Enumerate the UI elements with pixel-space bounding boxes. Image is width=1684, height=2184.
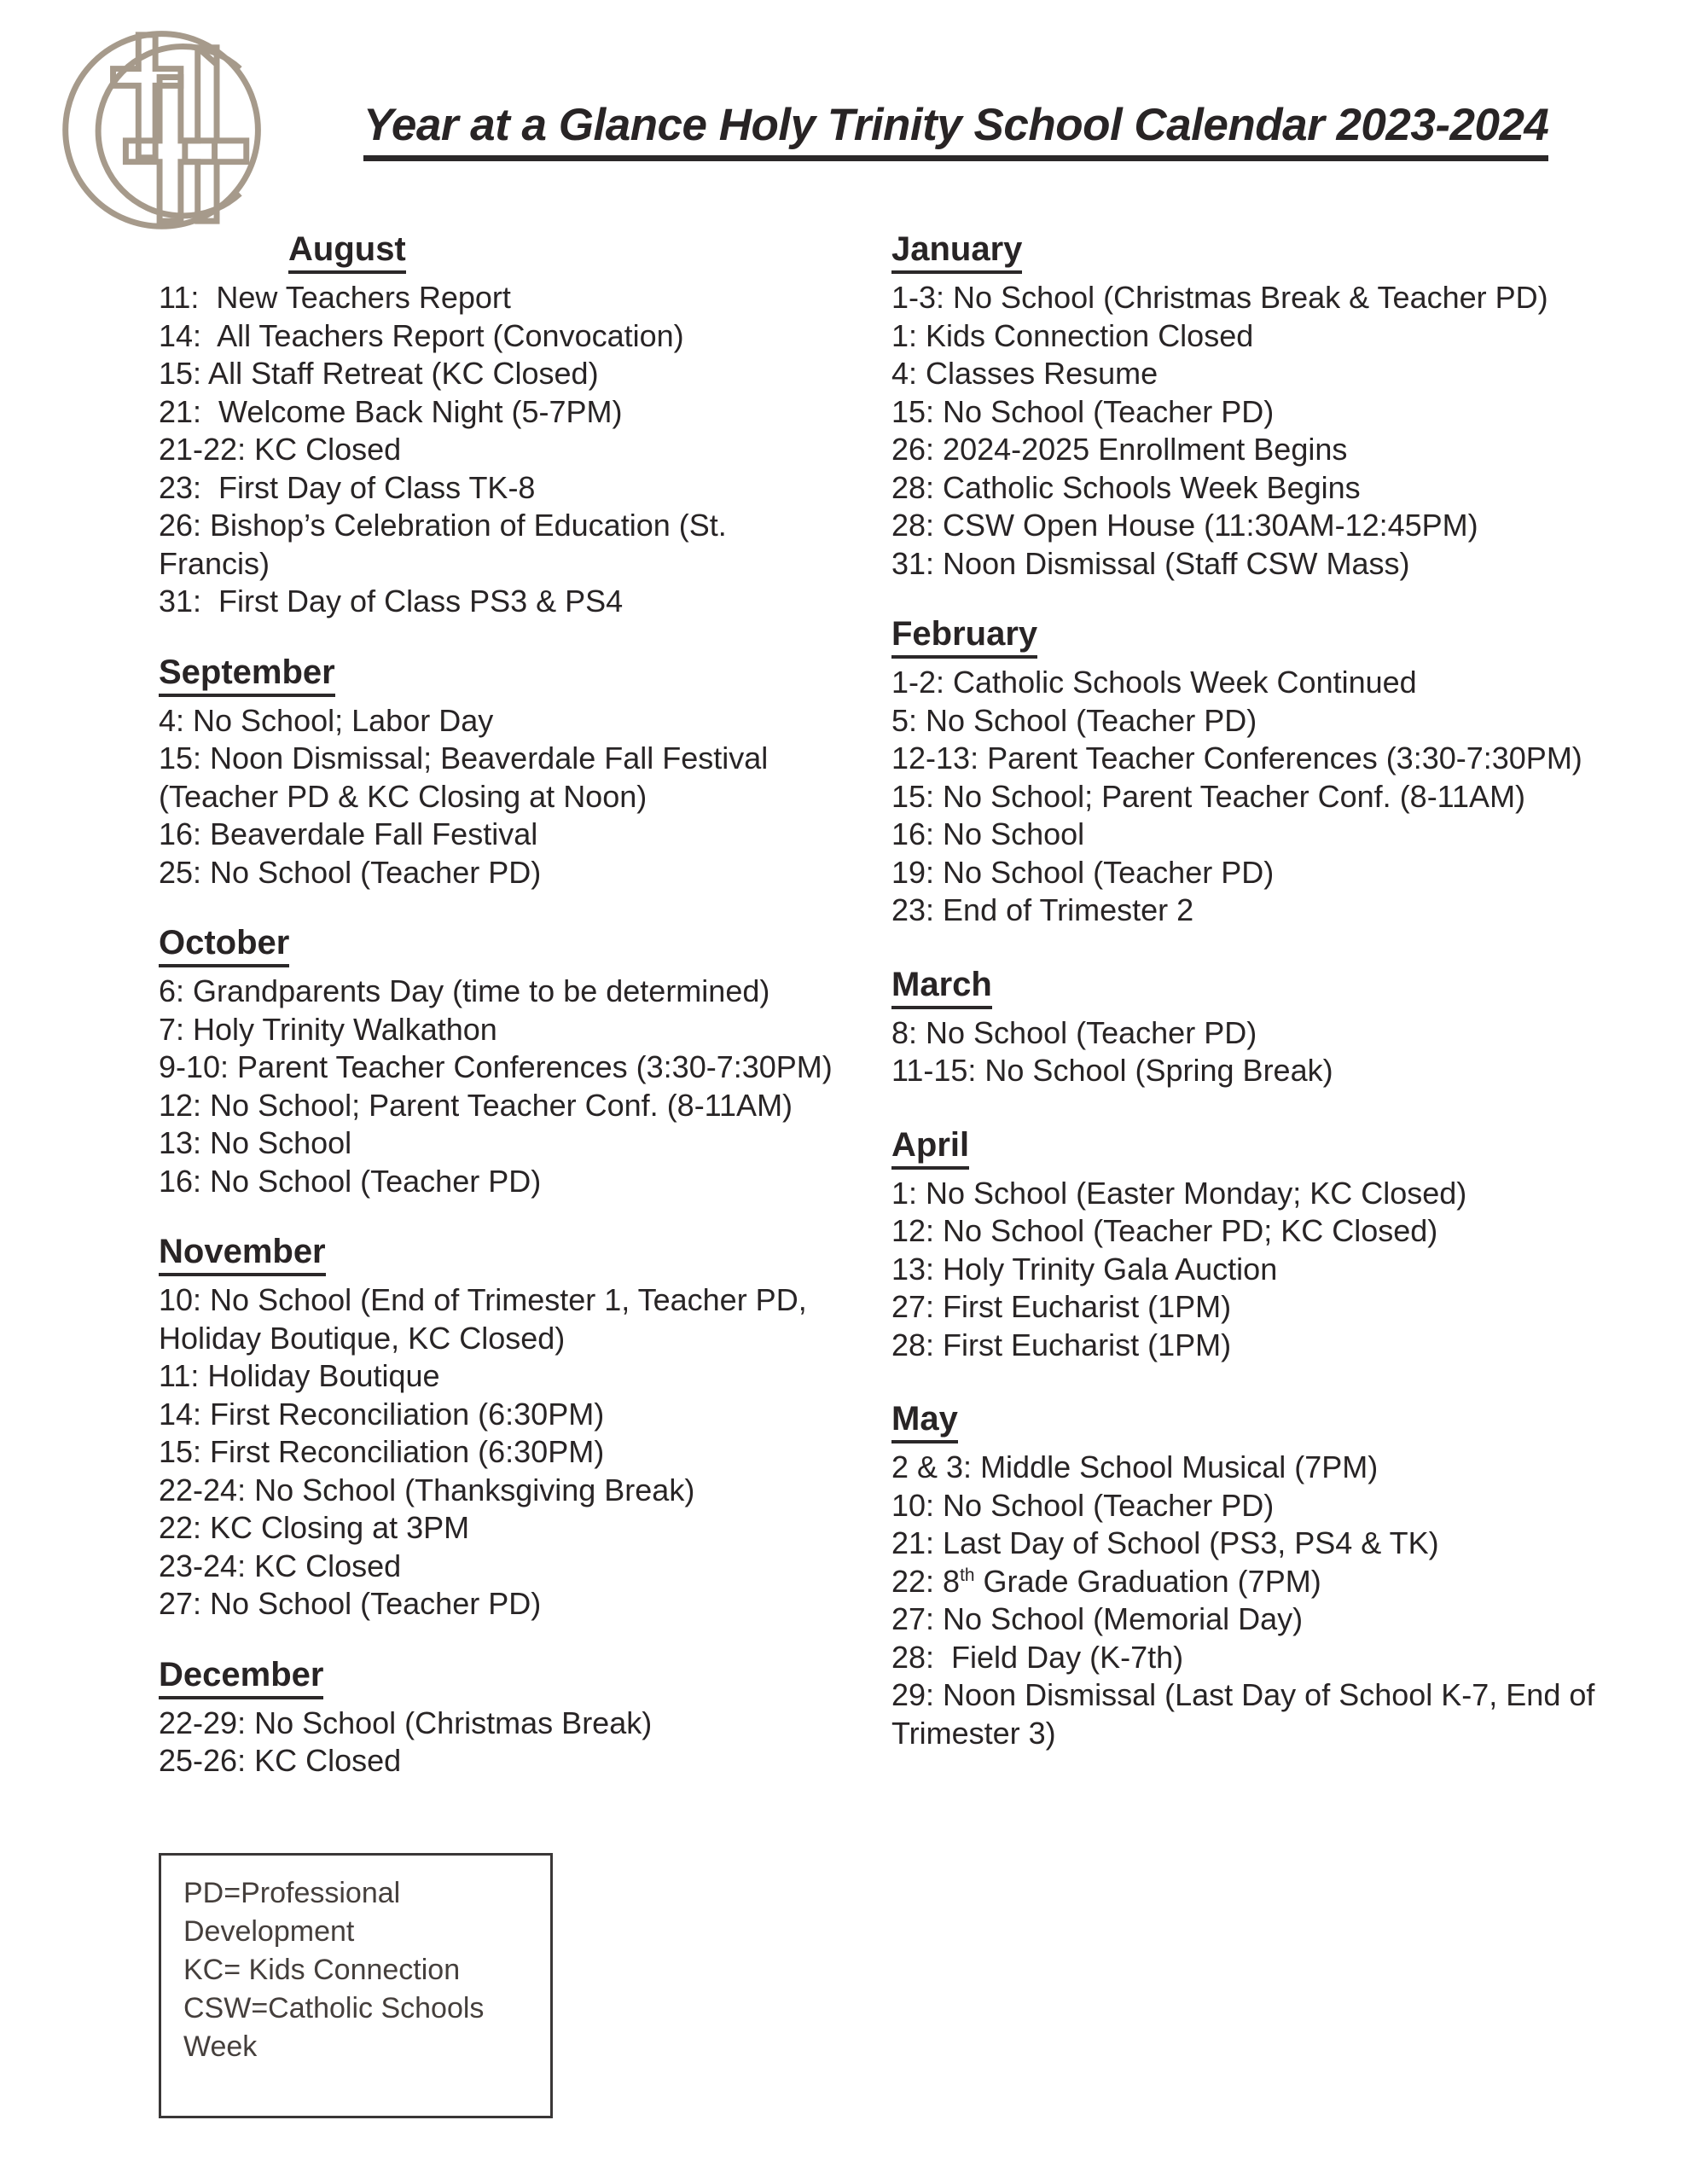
month-header-november [159,1231,833,1276]
calendar-event: 5: No School (Teacher PD) [891,702,1257,738]
month-title: May [891,1398,958,1443]
calendar-event: 16: Beaverdale Fall Festival [159,816,538,851]
holy-trinity-logo-icon [58,22,278,234]
calendar-event: 6: Grandparents Day (time to be determined) [159,973,770,1008]
calendar-event: 16: No School (Teacher PD) [159,1163,542,1199]
calendar-event: 10: No School (Teacher PD) [891,1487,1275,1523]
legend-line: CSW=Catholic Schools Week [183,1991,492,2063]
calendar-event: 16: No School [891,816,1085,851]
calendar-event: 12-13: Parent Teacher Conferences (3:30-7:30PM) [891,741,1582,775]
event-text: 22: 8 [891,1563,961,1599]
month-header-january [891,229,1642,274]
calendar-event: 13: Holy Trinity Gala Auction [891,1251,1278,1287]
calendar-event: 25: No School (Teacher PD) [159,854,542,890]
month-section-january [891,229,1642,583]
calendar-event: 10: No School (End of Trimester 1, Teacher PD, [159,1282,807,1317]
calendar-event: 1: Kids Connection Closed [891,317,1254,353]
legend-line: KC= Kids Connection [183,1953,461,1986]
month-section-december [159,1654,833,1780]
event-text: Grade Graduation (7PM) [974,1563,1321,1599]
calendar-event: 31: First Day of Class PS3 & PS4 [159,584,624,619]
page-title: Year at a Glance Holy Trinity School Calendar 2023-2024 [363,99,1548,161]
calendar-event: 15: No School (Teacher PD) [891,393,1275,429]
month-title: November [159,1231,326,1276]
calendar-event: 7: Holy Trinity Walkathon [159,1011,497,1047]
month-title: September [159,652,335,697]
calendar-event: 23: First Day of Class TK-8 [159,469,536,505]
superscript-text: th [960,1565,975,1585]
month-header-april [891,1124,1642,1170]
calendar-event: 9-10: Parent Teacher Conferences (3:30-7:30PM) [159,1049,833,1084]
month-header-february [891,613,1642,659]
month-header-september [159,652,833,697]
calendar-event: 15: Noon Dismissal; Beaverdale Fall Festival [159,741,769,775]
month-header-august [288,229,833,274]
calendar-event: 28: CSW Open House (11:30AM-12:45PM) [891,508,1478,543]
calendar-event: 1-3: No School (Christmas Break & Teacher PD) [891,280,1548,315]
calendar-event: 31: Noon Dismissal (Staff CSW Mass) [891,545,1410,581]
calendar-event: 25-26: KC Closed [159,1743,402,1778]
calendar-event: 15: First Reconciliation (6:30PM) [159,1434,605,1469]
calendar-event: 21: Welcome Back Night (5-7PM) [159,393,623,429]
month-title: August [288,229,406,274]
calendar-event: 11: Holiday Boutique [159,1358,440,1393]
month-title: January [891,229,1022,274]
calendar-event: 13: No School [159,1125,352,1160]
month-title: March [891,964,992,1009]
calendar-event: 12: No School; Parent Teacher Conf. (8-11AM) [159,1087,793,1123]
month-section-august [159,229,833,621]
right-column [891,229,1642,1783]
calendar-event: 19: No School (Teacher PD) [891,854,1275,890]
month-header-october [159,922,833,967]
calendar-event: 26: Bishop’s Celebration of Education (St. Francis) [159,508,735,581]
calendar-event: (Teacher PD & KC Closing at Noon) [159,778,647,814]
calendar-event: 14: First Reconciliation (6:30PM) [159,1396,605,1432]
calendar-event: 15: No School; Parent Teacher Conf. (8-11AM) [891,778,1526,814]
calendar-event: 15: All Staff Retreat (KC Closed) [159,356,599,391]
month-header-march [891,964,1642,1009]
month-section-october [159,922,833,1200]
month-header-december [159,1654,833,1699]
month-section-may [891,1398,1642,1752]
month-section-february [891,613,1642,930]
month-section-march [891,964,1642,1090]
calendar-event: 11: New Teachers Report [159,280,511,315]
calendar-event: 29: Noon Dismissal (Last Day of School K-7, End of [891,1677,1595,1712]
calendar-event: 28: Catholic Schools Week Begins [891,469,1361,505]
month-title: October [159,922,289,967]
calendar-event: Holiday Boutique, KC Closed) [159,1320,566,1356]
calendar-event: 28: Field Day (K-7th) [891,1639,1184,1675]
calendar-event: 28: First Eucharist (1PM) [891,1327,1232,1362]
calendar-event: 21: Last Day of School (PS3, PS4 & TK) [891,1525,1439,1560]
legend-box [159,1853,553,2118]
calendar-event: 11-15: No School (Spring Break) [891,1053,1333,1088]
calendar-event: 26: 2024-2025 Enrollment Begins [891,432,1348,467]
calendar-event: 22: KC Closing at 3PM [159,1510,470,1545]
calendar-event: 8: No School (Teacher PD) [891,1014,1257,1050]
calendar-event: 22-24: No School (Thanksgiving Break) [159,1472,695,1507]
month-header-may [891,1398,1642,1443]
calendar-event: 14: All Teachers Report (Convocation) [159,317,684,353]
calendar-event: 23-24: KC Closed [159,1548,402,1583]
calendar-event: 1-2: Catholic Schools Week Continued [891,665,1417,700]
calendar-event: 27: First Eucharist (1PM) [891,1289,1232,1324]
month-title: February [891,613,1037,659]
legend-line: PD=Professional Development [183,1876,409,1948]
month-section-september [159,652,833,892]
left-column [159,229,833,2118]
calendar-event: 4: No School; Labor Day [159,702,494,738]
month-title: April [891,1124,969,1170]
calendar-event [891,1563,1642,1601]
calendar-event: 27: No School (Teacher PD) [159,1586,542,1621]
calendar-event: 21-22: KC Closed [159,432,402,467]
calendar-event: Trimester 3) [891,1715,1056,1751]
month-section-april [891,1124,1642,1365]
calendar-event: 4: Classes Resume [891,356,1158,391]
calendar-event: 2 & 3: Middle School Musical (7PM) [891,1449,1379,1484]
calendar-event: 22-29: No School (Christmas Break) [159,1705,653,1740]
calendar-event: 1: No School (Easter Monday; KC Closed) [891,1175,1467,1211]
calendar-event: 12: No School (Teacher PD; KC Closed) [891,1213,1438,1248]
calendar-event: 23: End of Trimester 2 [891,892,1194,927]
calendar-event: 27: No School (Memorial Day) [891,1601,1304,1636]
month-section-november [159,1231,833,1623]
month-title: December [159,1654,323,1699]
